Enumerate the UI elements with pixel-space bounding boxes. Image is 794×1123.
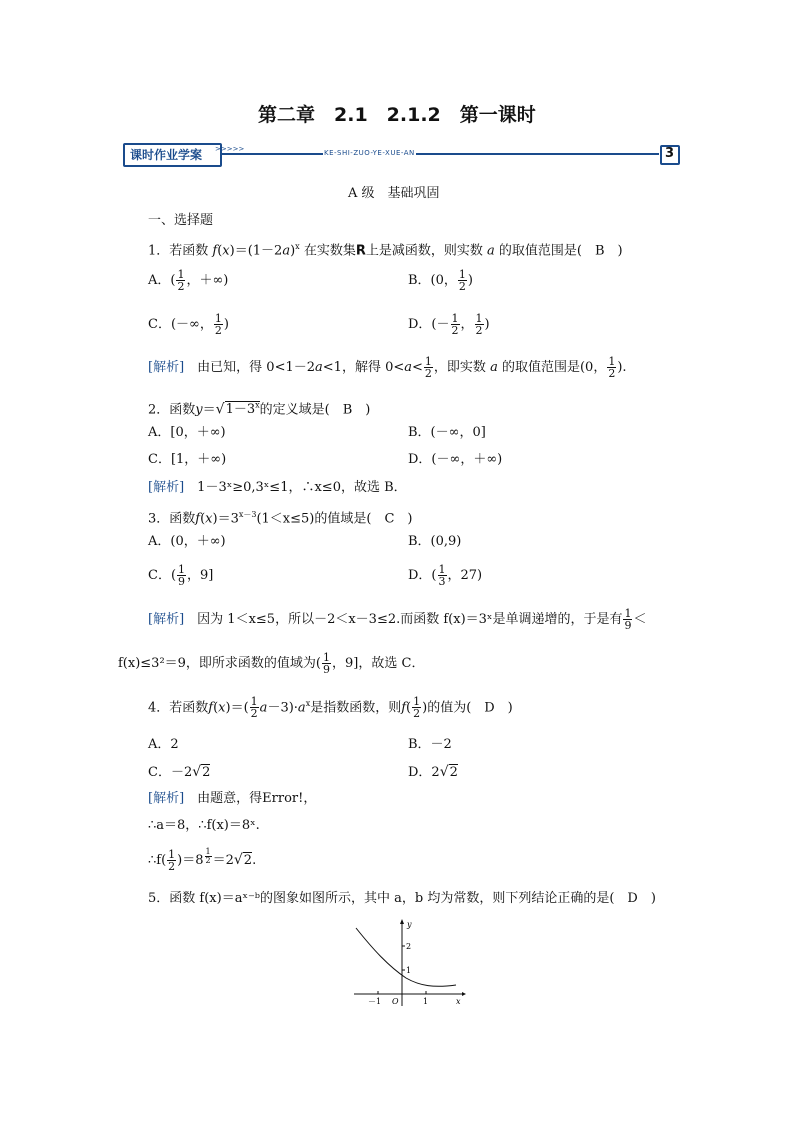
q2-option-c: C．[1，＋∞) (148, 452, 227, 467)
solution-tag: [解析] (148, 791, 185, 806)
q4-solution-line2: ∴a＝8，∴f(x)＝8ˣ. (148, 818, 260, 833)
y-tick-label-2: 2 (406, 942, 412, 951)
banner-arrows: >>>>> (215, 145, 245, 153)
q2-option-d: D．(－∞，＋∞) (408, 452, 503, 467)
q4-option-a: A．2 (148, 737, 179, 752)
solution-tag: [解析] (148, 612, 185, 627)
q2-option-a: A．[0，＋∞) (148, 425, 226, 440)
q2-solution: [解析] 1－3ˣ≥0,3ˣ≤1，∴x≤0，故选 B． (148, 480, 407, 495)
curve (356, 928, 456, 986)
q3-option-b: B．(0,9) (408, 534, 462, 549)
q4-option-b: B．－2 (408, 737, 452, 752)
x-axis-arrow (462, 992, 466, 996)
q1-option-a: A．( $\frac{1}{2}$ ，＋∞) (148, 268, 229, 293)
q1-stem: 1．若函数 $f(x)=(1-2a)^x$ 在实数集R上是减函数，则实数 a 的取值范围是( B ) (148, 242, 623, 259)
x-label: x (456, 997, 461, 1006)
q3-option-c: C．( $\frac{1}{9}$ ，9] (148, 563, 214, 588)
q5-stem: 5．函数 f(x)＝aˣ⁻ᵇ的图象如图所示，其中 a，b 均为常数，则下列结论正确的是( D ) (148, 891, 656, 906)
q3-solution-line1: [解析] 因为 1＜x≤5，所以－2＜x－3≤2.而函数 f(x)＝3ˣ是单调递增的，于是有 $\frac{1}{9}$ ＜ (148, 607, 647, 632)
q1-option-c: C．(－∞， $\frac{1}{2}$ ) (148, 312, 229, 337)
solution-tag: [解析] (148, 360, 185, 375)
banner-line (221, 153, 659, 155)
part-heading: 一、选择题 (148, 213, 214, 228)
q3-solution-line2: f(x)≤3²＝9，即所求函数的值域为( $\frac{1}{9}$ ，9]，故选 C． (118, 651, 425, 676)
q4-option-c: C．－2√2 (148, 764, 211, 780)
q4-solution-line1: [解析] 由题意，得Error!， (148, 791, 317, 806)
q4-option-d: D．2√2 (408, 764, 458, 780)
q3-option-d: D．( $\frac{1}{3}$ ，27) (408, 563, 483, 588)
q3-option-a: A．(0，＋∞) (148, 534, 226, 549)
banner-number: 3 (665, 146, 675, 161)
q1-option-d: D．(－ $\frac{1}{2}$ ， $\frac{1}{2}$ ) (408, 312, 490, 337)
page-title: 第二章 2.1 2.1.2 第一课时 (258, 104, 536, 126)
x-tick-label-minus1: －1 (368, 997, 382, 1006)
q2-option-b: B．(－∞，0] (408, 425, 486, 440)
banner-label: 课时作业学案 (130, 148, 203, 162)
q4-stem: 4．若函数f(x)＝( $\frac{1}{2}$ $a-3)\cdot a^x$是指数函数，则f( $\frac{1}{2}$ )的值为( D ) (148, 695, 513, 721)
q2-stem: 2．函数$y=√1-3^x$的定义域是( B ) (148, 401, 371, 418)
y-axis-arrow (400, 919, 404, 924)
banner-pinyin: KE-SHI-ZUO-YE-XUE-AN (324, 149, 415, 157)
q1-option-b: B．(0， $\frac{1}{2}$ ) (408, 268, 473, 293)
origin-label: O (392, 997, 399, 1006)
solution-tag: [解析] (148, 480, 185, 495)
y-label: y (407, 920, 412, 929)
q3-stem: 3．函数$f(x)=3^{x-3}(1<x\le 5)$的值域是( C ) (148, 510, 413, 527)
q1-solution: [解析] 由已知，得 0<1－2a<1，解得 0<a< $\frac{1}{2}$ ，即实数 a 的取值范围是(0， $\frac{1}{2}$ ). (148, 355, 627, 380)
function-graph (350, 918, 466, 1010)
y-tick-label-1: 1 (406, 966, 412, 975)
section-banner (123, 143, 679, 165)
level-heading: A 级 基础巩固 (348, 186, 440, 201)
x-tick-label-1: 1 (423, 997, 429, 1006)
q4-solution-line3: ∴f( $\frac{1}{2}$ )＝8 $^{\frac{1}{2}}$ ＝2√2. (148, 847, 257, 873)
